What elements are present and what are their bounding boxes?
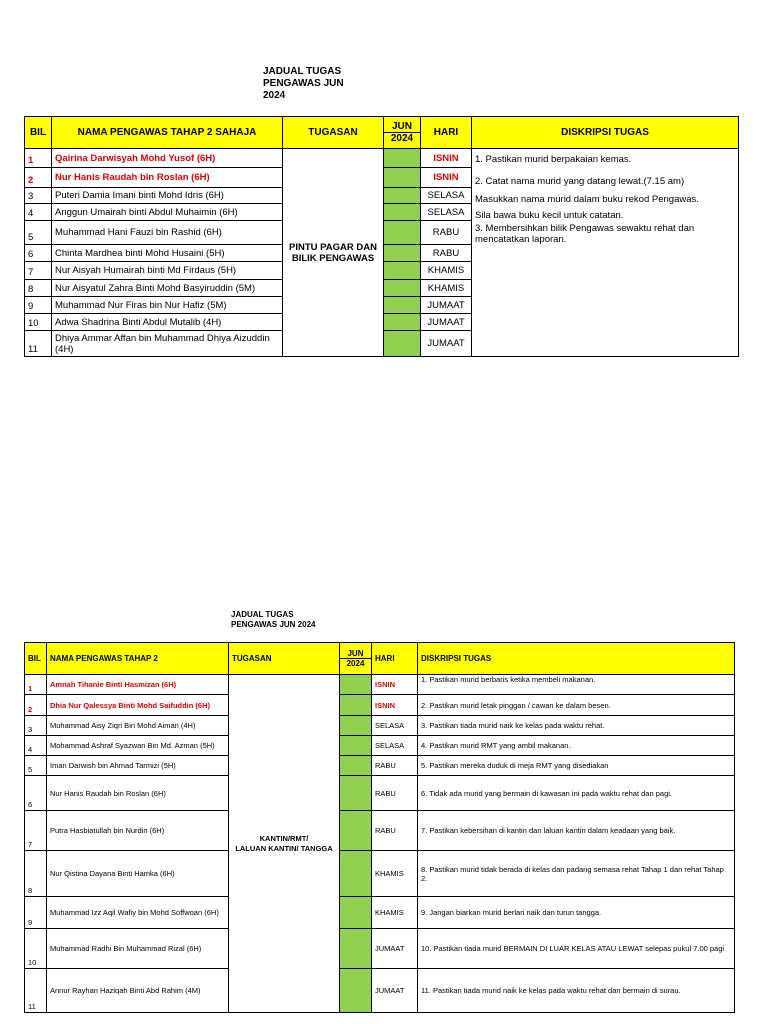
- date-cell: [384, 262, 421, 280]
- description-line: Sila bawa buku kecil untuk catatan.: [475, 210, 624, 221]
- description-line: 2. Catat nama murid yang datang lewat.(7.15 am): [475, 176, 685, 187]
- row-hari: JUMAAT: [372, 929, 418, 969]
- date-cell: [340, 851, 372, 897]
- header-nama: NAMA PENGAWAS TAHAP 2: [47, 643, 229, 675]
- row-hari: JUMAAT: [421, 297, 472, 314]
- row-hari: SELASA: [372, 736, 418, 756]
- row-name: Nur Aisyatul Zahra Binti Mohd Basyiruddin (5M): [52, 280, 283, 297]
- title-line: JADUAL TUGAS: [263, 66, 342, 77]
- header-bil: BIL: [25, 117, 52, 149]
- title-line: 2024: [263, 90, 286, 101]
- row-hari: ISNIN: [372, 675, 418, 695]
- row-desc: 2. Pastikan murid letak pinggan / cawan ke dalam besen.: [418, 695, 735, 716]
- row-bil: 8: [25, 280, 52, 297]
- row-hari: KHAMIS: [421, 280, 472, 297]
- header-month: [384, 117, 421, 149]
- row-bil: 3: [25, 716, 47, 736]
- header-month-label: JUN: [384, 121, 420, 133]
- tugasan-line: LALUAN KANTIN/ TANGGA: [235, 843, 333, 853]
- header-diskripsi: DISKRIPSI TUGAS: [472, 117, 739, 149]
- tugasan-cell: PINTU PAGAR DAN BILIK PENGAWAS: [283, 149, 384, 357]
- row-bil: 1: [25, 149, 52, 168]
- date-cell: [384, 280, 421, 297]
- title-line: PENGAWAS JUN: [263, 78, 344, 89]
- row-bil: 6: [25, 776, 47, 811]
- row-hari: JUMAAT: [372, 969, 418, 1013]
- date-cell: [384, 297, 421, 314]
- row-name: Nur Qistina Dayana Binti Hamka (6H): [47, 851, 229, 897]
- row-bil: 1: [25, 675, 47, 695]
- schedule-title-2: [231, 610, 315, 630]
- description-cell: [472, 149, 739, 357]
- date-cell: [384, 245, 421, 262]
- header-diskripsi: DISKRIPSI TUGAS: [418, 643, 735, 675]
- row-desc: 1. Pastikan murid berbaris ketika membeli makanan.: [418, 675, 735, 695]
- row-hari: JUMAAT: [421, 314, 472, 331]
- row-name: Dhiya Ammar Affan bin Muhammad Dhiya Aizuddin (4H): [52, 331, 283, 357]
- date-cell: [384, 314, 421, 331]
- row-hari: SELASA: [421, 204, 472, 221]
- date-cell: [340, 695, 372, 716]
- row-bil: 3: [25, 188, 52, 204]
- header-tugasan: TUGASAN: [283, 117, 384, 149]
- header-year-label: 2024: [346, 659, 365, 668]
- row-bil: 8: [25, 851, 47, 897]
- header-year-label: 2024: [390, 133, 414, 144]
- row-hari: KHAMIS: [421, 262, 472, 280]
- row-desc: 4. Pastikan murid RMT yang ambil makanan.: [418, 736, 735, 756]
- header-month-label: JUN: [340, 649, 371, 659]
- row-bil: 7: [25, 811, 47, 851]
- date-cell: [340, 736, 372, 756]
- row-bil: 4: [25, 204, 52, 221]
- row-name: Muhammad Aisy Ziqri Bin Mohd Aiman (4H): [47, 716, 229, 736]
- date-cell: [340, 929, 372, 969]
- date-cell: [384, 188, 421, 204]
- date-cell: [340, 811, 372, 851]
- row-name: Puteri Damia Imani binti Mohd Idris (6H): [52, 188, 283, 204]
- tugasan-cell: [229, 675, 340, 1013]
- row-name: Mohammad Ashraf Syazwan Bin Md. Azman (5H): [47, 736, 229, 756]
- row-bil: 2: [25, 695, 47, 716]
- header-month: [340, 643, 372, 675]
- row-bil: 4: [25, 736, 47, 756]
- row-name: Anggun Umairah binti Abdul Muhaimin (6H): [52, 204, 283, 221]
- header-hari: HARI: [421, 117, 472, 149]
- row-name: Adwa Shadrina Binti Abdul Mutalib (4H): [52, 314, 283, 331]
- duty-table-1: [24, 116, 739, 357]
- date-cell: [384, 221, 421, 245]
- title-line: JADUAL TUGAS: [231, 610, 294, 619]
- row-name: Muhammad Radhi Bin Muhammad Rizal (6H): [47, 929, 229, 969]
- row-name: Chinta Mardhea binti Mohd Husaini (5H): [52, 245, 283, 262]
- date-cell: [384, 149, 421, 168]
- description-line: Masukkan nama murid dalam buku rekod Pengawas.: [475, 194, 699, 205]
- date-cell: [340, 897, 372, 929]
- row-name: Nur Hanis Raudah bin Roslan (6H): [47, 776, 229, 811]
- row-hari: ISNIN: [372, 695, 418, 716]
- row-bil: 2: [25, 168, 52, 188]
- row-bil: 7: [25, 262, 52, 280]
- date-cell: [340, 756, 372, 776]
- row-desc: 3. Pastikan tiada murid naik ke kelas pada waktu rehat.: [418, 716, 735, 736]
- row-name: Putra Hasbiatullah bin Nurdin (6H): [47, 811, 229, 851]
- date-cell: [340, 776, 372, 811]
- row-name: Amnah Tihanie Binti Hasmizan (6H): [47, 675, 229, 695]
- date-cell: [384, 168, 421, 188]
- row-hari: RABU: [421, 245, 472, 262]
- row-name: Muhammad Izz Aqil Wafiy bin Mohd Soffwoan (6H): [47, 897, 229, 929]
- row-name: Dhia Nur Qalessya Binti Mohd Saifuddin (6H): [47, 695, 229, 716]
- header-hari: HARI: [372, 643, 418, 675]
- header-nama: NAMA PENGAWAS TAHAP 2 SAHAJA: [52, 117, 283, 149]
- row-hari: RABU: [372, 811, 418, 851]
- row-hari: JUMAAT: [421, 331, 472, 357]
- row-bil: 10: [25, 314, 52, 331]
- row-desc: 8. Pastikan murid tidak berada di kelas dan padang semasa rehat Tahap 1 dan rehat Tahap 2.: [418, 851, 735, 897]
- row-bil: 11: [25, 969, 47, 1013]
- date-cell: [340, 969, 372, 1013]
- row-bil: 6: [25, 245, 52, 262]
- row-bil: 10: [25, 929, 47, 969]
- row-desc: 7. Pastikan kebersihan di kantin dan laluan kantin dalam keadaan yang baik.: [418, 811, 735, 851]
- row-name: Nur Hanis Raudah bin Roslan (6H): [52, 168, 283, 188]
- description-line: 3. Membersihkan bilik Pengawas sewaktu rehat dan mencatatkan laporan.: [475, 223, 695, 245]
- row-bil: 5: [25, 221, 52, 245]
- row-bil: 9: [25, 897, 47, 929]
- tugasan-line: KANTIN/RMT/: [259, 833, 309, 843]
- row-hari: ISNIN: [421, 168, 472, 188]
- row-hari: SELASA: [421, 188, 472, 204]
- row-hari: KHAMIS: [372, 851, 418, 897]
- header-tugasan: TUGASAN: [229, 643, 340, 675]
- row-name: Iman Darwish bin Ahmad Tarmizi (5H): [47, 756, 229, 776]
- row-hari: RABU: [372, 756, 418, 776]
- row-desc: 10. Pastikan tiada murid BERMAIN DI LUAR KELAS ATAU LEWAT selepas pukul 7.00 pagi: [418, 929, 735, 969]
- row-name: Muhammad Nur Firas bin Nur Hafiz (5M): [52, 297, 283, 314]
- row-desc: 5. Pastikan mereka duduk di meja RMT yang disediakan: [418, 756, 735, 776]
- row-bil: 5: [25, 756, 47, 776]
- row-name: Annur Rayhan Haziqah Binti Abd Rahim (4M): [47, 969, 229, 1013]
- title-line: PENGAWAS JUN 2024: [231, 620, 316, 629]
- date-cell: [340, 716, 372, 736]
- row-hari: RABU: [421, 221, 472, 245]
- header-bil: BIL: [25, 643, 47, 675]
- row-name: Muhammad Hani Fauzi bin Rashid (6H): [52, 221, 283, 245]
- description-line: 1. Pastikan murid berpakaian kemas.: [475, 154, 632, 165]
- duty-table-2: [24, 642, 735, 1013]
- row-desc: 11. Pastikan tiada murid naik ke kelas pada waktu rehat dan bermain di surau.: [418, 969, 735, 1013]
- date-cell: [340, 675, 372, 695]
- date-cell: [384, 204, 421, 221]
- row-name: Qairina Darwisyah Mohd Yusof (6H): [52, 149, 283, 168]
- row-hari: KHAMIS: [372, 897, 418, 929]
- row-name: Nur Aisyah Humairah binti Md Firdaus (5H): [52, 262, 283, 280]
- row-desc: 6. Tidak ada murid yang bermain di kawasan ini pada waktu rehat dan pagi.: [418, 776, 735, 811]
- row-desc: 9. Jangan biarkan murid berlari naik dan turun tangga.: [418, 897, 735, 929]
- row-bil: 9: [25, 297, 52, 314]
- schedule-title-1: [263, 66, 344, 102]
- row-hari: RABU: [372, 776, 418, 811]
- row-hari: SELASA: [372, 716, 418, 736]
- row-hari: ISNIN: [421, 149, 472, 168]
- date-cell: [384, 331, 421, 357]
- row-bil: 11: [25, 331, 52, 357]
